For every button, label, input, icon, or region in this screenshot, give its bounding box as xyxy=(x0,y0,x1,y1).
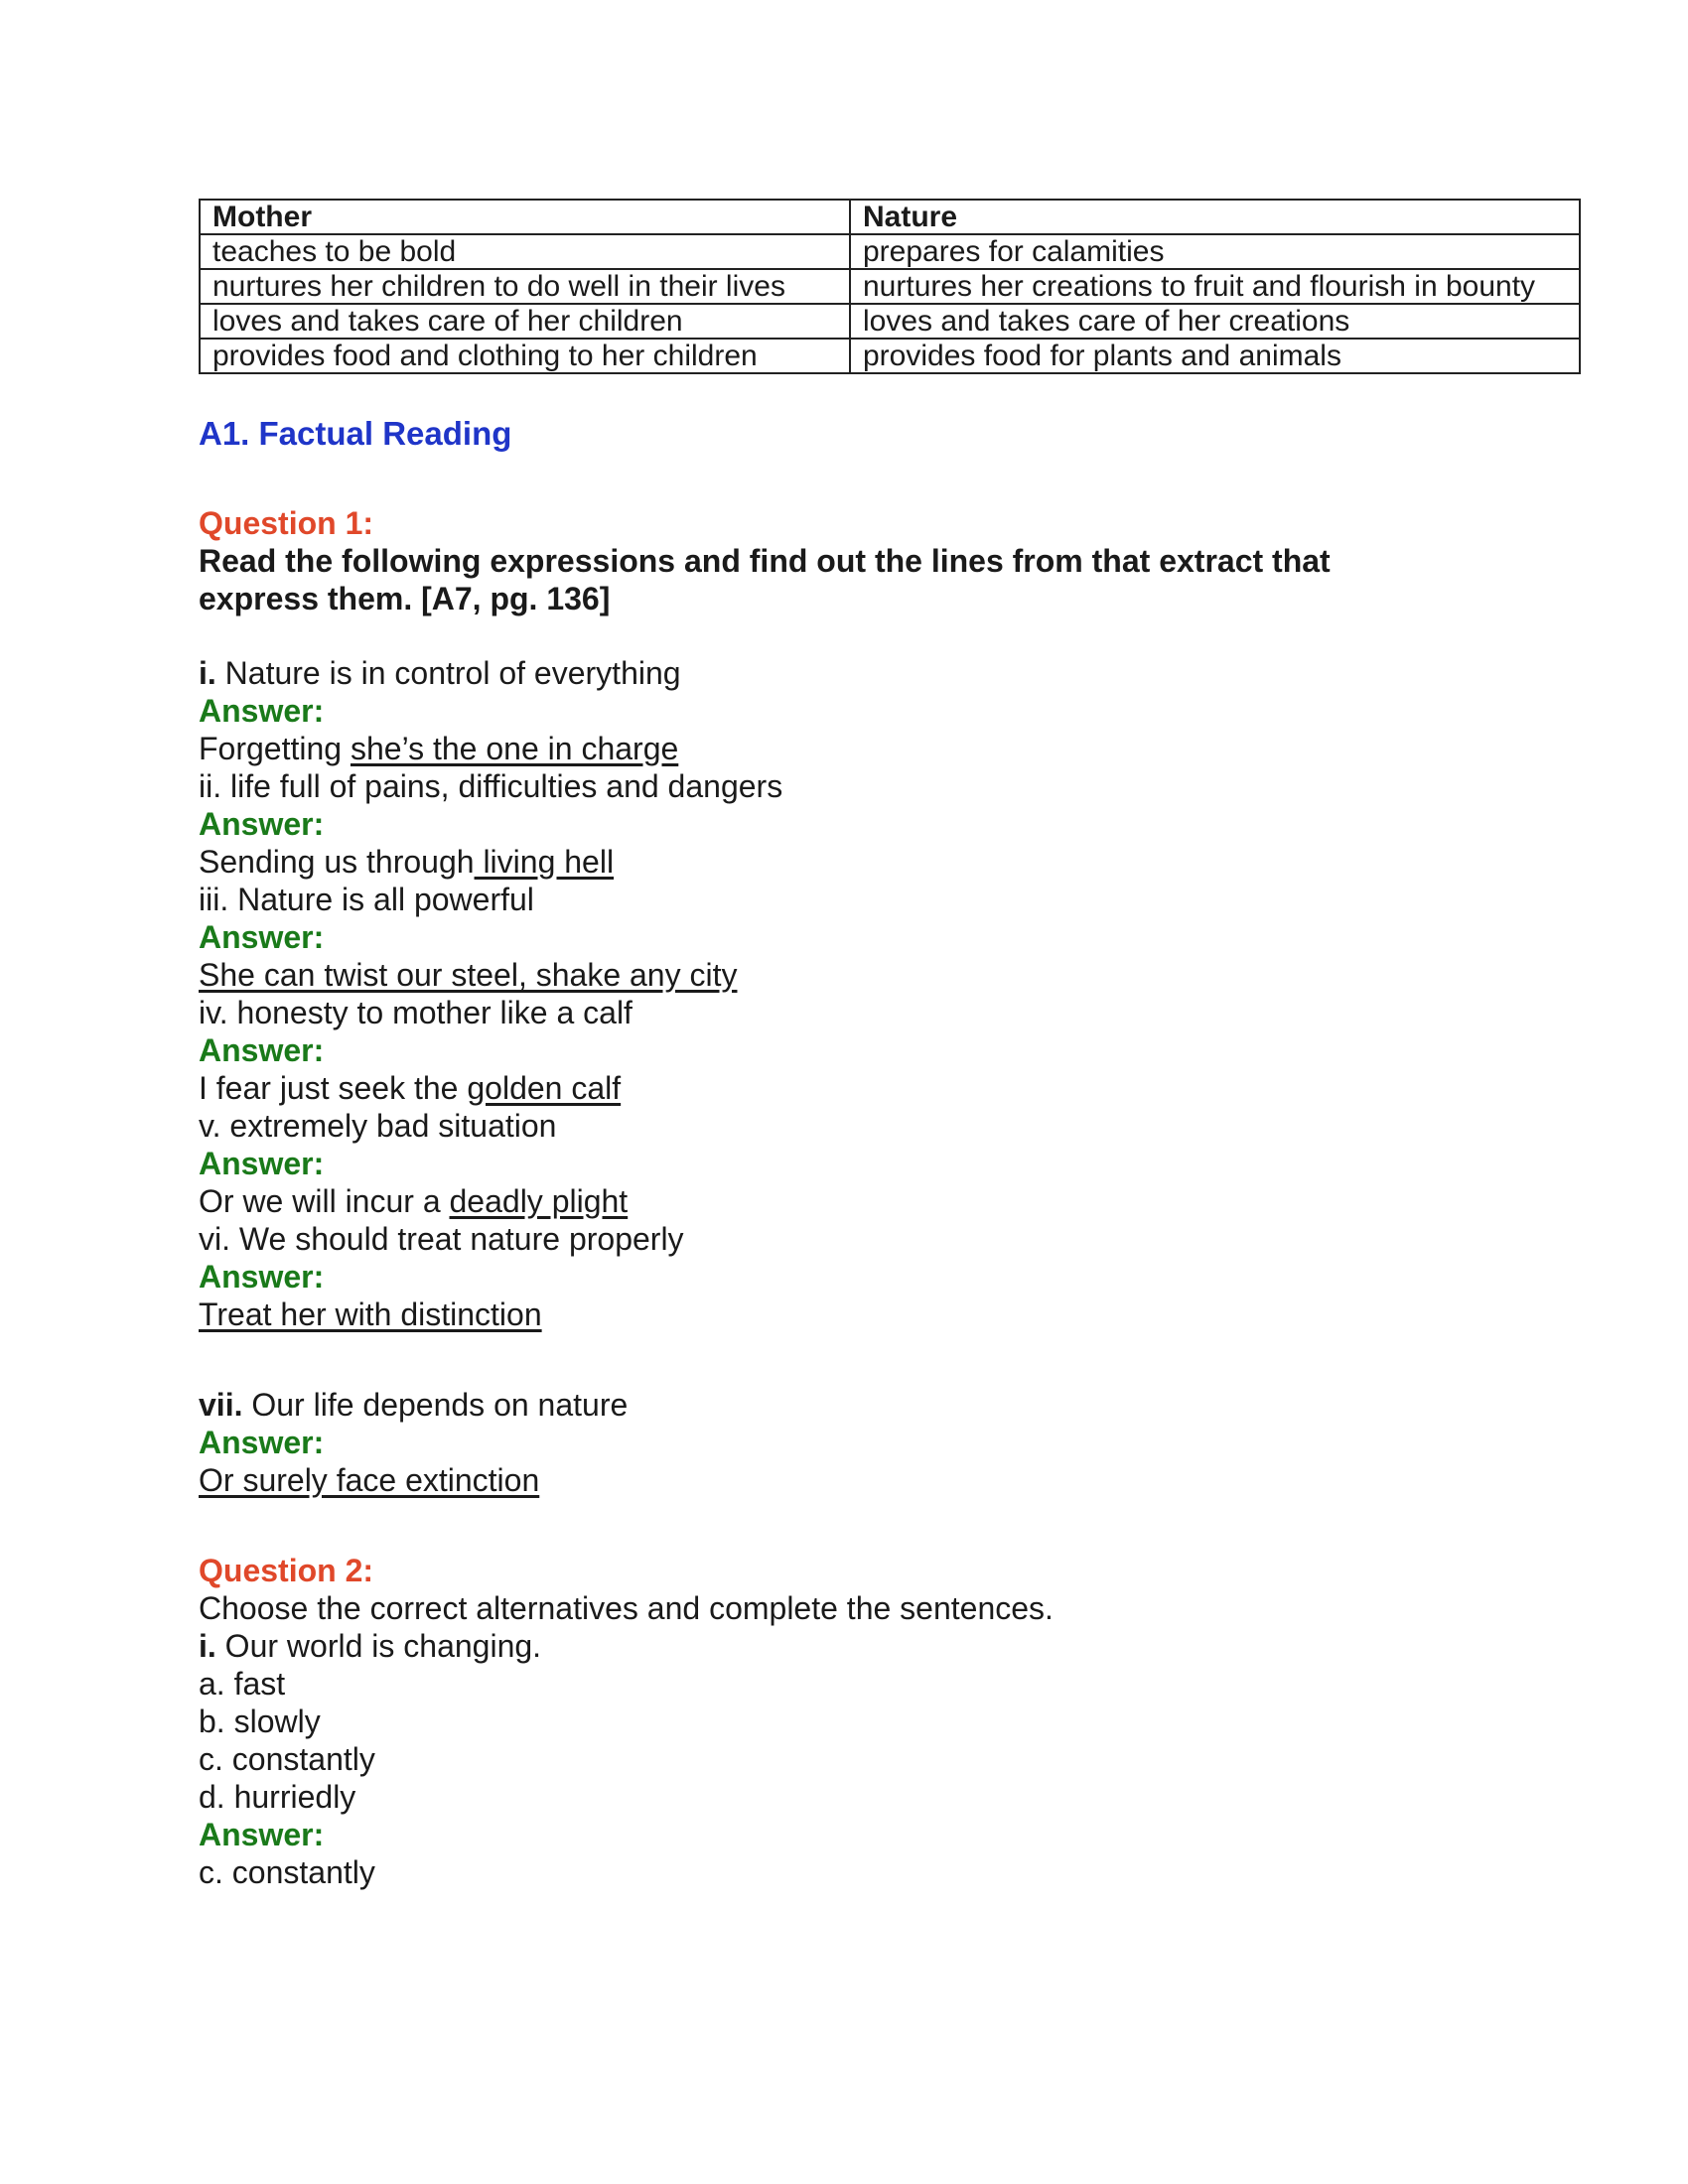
answer-label: Answer: xyxy=(199,1425,325,1460)
option-d: d. hurriedly xyxy=(199,1779,356,1815)
table-row xyxy=(200,304,1580,339)
table-cell: provides food and clothing to her children xyxy=(200,339,850,373)
question-item: i. Our world is changing. xyxy=(199,1628,542,1664)
table-cell: prepares for calamities xyxy=(850,234,1580,269)
table-cell: teaches to be bold xyxy=(200,234,850,269)
answer-text: Forgetting she’s the one in charge xyxy=(199,731,679,766)
answer-label: Answer: xyxy=(199,1817,325,1852)
table-cell: loves and takes care of her children xyxy=(200,304,850,339)
question-item: i. Nature is in control of everything xyxy=(199,655,681,691)
table-row xyxy=(200,234,1580,269)
option-c: c. constantly xyxy=(199,1741,375,1777)
table-header-mother: Mother xyxy=(200,200,850,234)
answer-label: Answer: xyxy=(199,806,325,842)
question-2-instruction: Choose the correct alternatives and complete the sentences. xyxy=(199,1590,1054,1626)
section-title: A1. Factual Reading xyxy=(199,415,512,452)
answer-label: Answer: xyxy=(199,1146,325,1181)
question-2-title: Question 2: xyxy=(199,1553,374,1588)
question-1-title: Question 1: xyxy=(199,505,374,541)
question-item: vi. We should treat nature properly xyxy=(199,1221,684,1257)
question-item: iv. honesty to mother like a calf xyxy=(199,995,633,1030)
answer-label: Answer: xyxy=(199,1259,325,1295)
answer-text: Or surely face extinction xyxy=(199,1462,540,1498)
question-1-instruction: Read the following expressions and find out the lines from that extract that express them. [A7, pg. 136] xyxy=(199,543,1331,616)
table-cell: nurtures her children to do well in their lives xyxy=(200,269,850,304)
option-a: a. fast xyxy=(199,1666,286,1702)
answer-label: Answer: xyxy=(199,693,325,729)
question-item: ii. life full of pains, difficulties and dangers xyxy=(199,768,783,804)
content-flow xyxy=(199,415,1589,1891)
table-row xyxy=(200,339,1580,373)
table-header-row xyxy=(200,200,1580,234)
answer-text: Treat her with distinction xyxy=(199,1297,542,1332)
table-row xyxy=(200,269,1580,304)
comparison-table xyxy=(199,199,1581,374)
question-item: vii. Our life depends on nature xyxy=(199,1387,629,1423)
answer-text: c. constantly xyxy=(199,1854,375,1890)
answer-label: Answer: xyxy=(199,1032,325,1068)
question-item: v. extremely bad situation xyxy=(199,1108,557,1144)
answer-text: She can twist our steel, shake any city xyxy=(199,957,738,993)
answer-text: Sending us through living hell xyxy=(199,844,615,880)
table-cell: nurtures her creations to fruit and flourish in bounty xyxy=(850,269,1580,304)
question-item: iii. Nature is all powerful xyxy=(199,882,534,917)
answer-text: I fear just seek the golden calf xyxy=(199,1070,622,1106)
table-header-nature: Nature xyxy=(850,200,1580,234)
answer-label: Answer: xyxy=(199,919,325,955)
option-b: b. slowly xyxy=(199,1704,321,1739)
table-cell: provides food for plants and animals xyxy=(850,339,1580,373)
table-cell: loves and takes care of her creations xyxy=(850,304,1580,339)
answer-text: Or we will incur a deadly plight xyxy=(199,1183,629,1219)
